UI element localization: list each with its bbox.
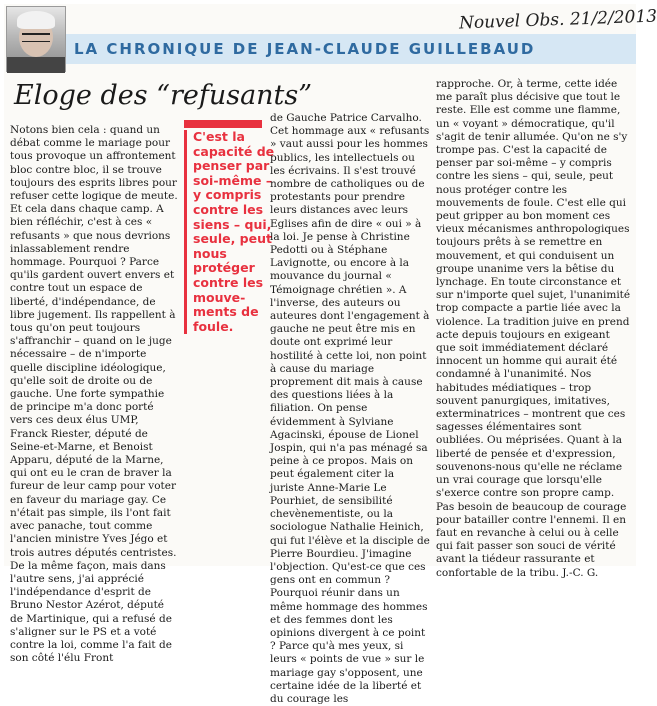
article-column-3 — [270, 112, 430, 706]
photo-glasses — [22, 33, 50, 42]
column-4-text: rapproche. Or, à terme, cette idée me paraît plus décisive que tout le reste. Elle est comme une flamme, un « voyant » démocratique, qu'il s'agit de tenir allumée. Qu'on ne s'y trompe pas. C'est la capacité de penser par soi-même – y compris contre les siens – qui, seule, peut nous protéger contre les mouvements de foule. C'est elle qui peut gripper au bon moment ces vieux mécanismes anthropologiques toujours prêts à se remettre en mouvement, et qui conduisent un groupe unanime vers la bêtise du lynchage. En toute circonstance et sur n'importe quel sujet, l'unanimité trop compacte a partie liée avec la violence. La tradition juive en prend acte depuis toujours en exigeant que soit immédiatement déclaré innocent un homme qui aurait été condamné à l'unanimité. Nos habitudes médiatiques – trop souvent panurgiques, imitatives, exterminatrices – montrent que ces sagesses élémentaires sont oubliées. Ou méprisées. Quant à la liberté de pensée et d'expression, souvenons-nous qu'elle ne réclame un vrai courage que lorsqu'elle s'exerce contre son propre camp. Pas besoin de beaucoup de courage pour batailler contre l'ennemi. Il en faut en revanche à celui ou à celle qui fait passer son souci de vérité avant la tiédeur rassurante et confortable de la tribu. J.-C. G. — [436, 78, 631, 579]
article-column-4 — [436, 78, 632, 580]
author-photo — [6, 6, 66, 72]
pull-quote-tag — [184, 120, 262, 128]
column-1-text: Notons bien cela : quand un débat comme le mariage pour tous provoque un affrontement bloc contre bloc, il se trouve toujours des esprits libres pour refuser cette logique de meute. Et cela dans chaque camp. A bien réfléchir, c'est à ces « refusants » que nous devrions inlassablement rendre hommage. Pourquoi ? Parce qu'ils gardent ouvert envers et contre tout un espace de liberté, d'indépendance, de libre jugement. Ils rappellent à tous qu'on peut toujours s'affranchir – quand on le juge nécessaire – de n'importe quelle discipline idéologique, qu'elle soit de droite ou de gauche. Une forte sympathie de principe m'a donc porté vers ces deux élus UMP, Franck Riester, député de Seine-et-Marne, et Benoist Apparu, député de la Marne, qui ont eu le cran de braver la fureur de leur camp pour voter en faveur du mariage gay. Ce n'était pas simple, ils l'ont fait avec panache, tout comme l'ancien ministre Yves Jégo et trois autres députés centristes. De la même façon, mais dans l'autre sens, j'ai apprécié l'indépendance d'esprit de Bruno Nestor Azérot, député de Martinique, qui a refusé de s'aligner sur le PS et a voté contre la loi, comme l'a fait de son côté l'élu Front — [10, 124, 178, 665]
handwritten-date-note: Nouvel Obs. 21/2/2013 — [458, 6, 657, 34]
chronicle-title: LA CHRONIQUE DE JEAN-CLAUDE GUILLEBAUD — [74, 40, 536, 58]
pull-quote: C'est la capacité de penser par soi-même – y compris contre les siens – qui, seule, peut nous protéger contre les mouve-ments de foule. — [184, 130, 279, 334]
article-title: Eloge des “refusants” — [14, 80, 313, 111]
photo-hair — [17, 11, 55, 29]
newspaper-clipping — [4, 4, 657, 705]
article-column-1 — [10, 124, 178, 665]
photo-shirt — [7, 57, 65, 73]
column-3-text: de Gauche Patrice Carvalho. Cet hommage aux « refusants » vaut aussi pour les hommes publics, les intellectuels ou les écrivains. Il s'est trouvé nombre de catholiques ou de protestants pour prendre leurs distances avec leurs Eglises afin de dire « oui » à la loi. Je pense à Christine Pedotti ou à Stéphane Lavignotte, ou encore à la mouvance du journal « Témoignage chrétien ». A l'inverse, des auteurs ou auteures dont l'engagement à gauche ne peut être mis en doute ont exprimé leur hostilité à cette loi, non point à cause du mariage proprement dit mais à cause des questions liées à la filiation. On pense évidemment à Sylviane Agacinski, épouse de Lionel Jospin, qui n'a pas ménagé sa peine à ce propos. Mais on peut également citer la juriste Anne-Marie Le Pourhiet, de sensibilité chevènementiste, ou la sociologue Nathalie Heinich, qui fut l'élève et la disciple de Pierre Bourdieu. J'imagine l'objection. Qu'est-ce que ces gens ont en commun ? Pourquoi réunir dans un même hommage des hommes et des femmes dont les opinions divergent à ce point ? Parce qu'à mes yeux, si leurs « points de vue » sur le mariage gay s'opposent, une certaine idée de la liberté et du courage les — [270, 112, 430, 705]
